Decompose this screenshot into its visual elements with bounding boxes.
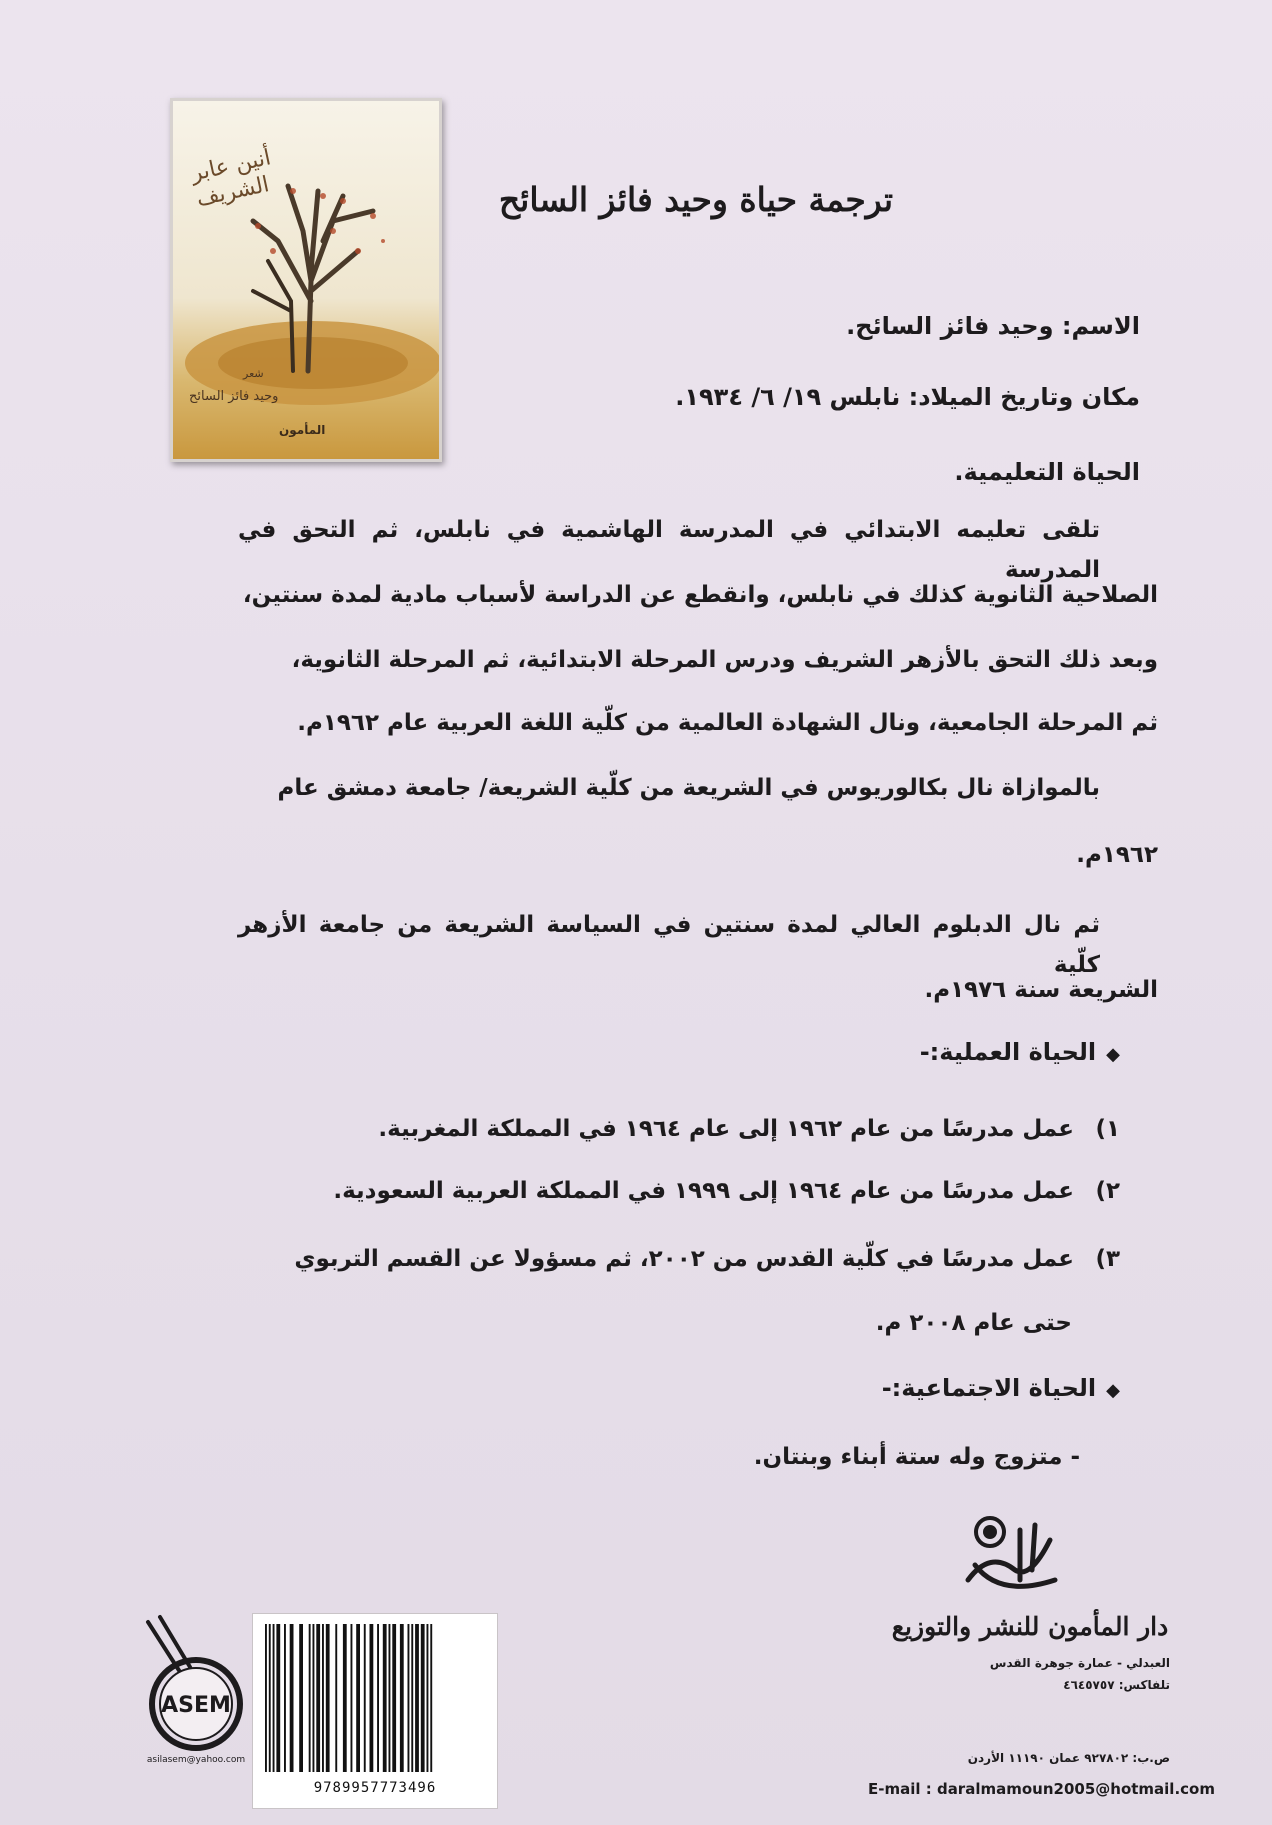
publisher-name: دار المأمون للنشر والتوزيع — [891, 1612, 1169, 1641]
svg-text:asilasem@yahoo.com: asilasem@yahoo.com — [146, 1755, 246, 1765]
edu-p1-line-2: الصلاحية الثانوية كذلك في نابلس، وانقطع عن الدراسة لأسباب مادية لمدة سنتين، — [242, 582, 1158, 608]
social-heading-text: الحياة الاجتماعية:- — [881, 1374, 1097, 1402]
edu-p2-line-2: ١٩٦٢م. — [1076, 842, 1158, 868]
education-heading: الحياة التعليمية. — [954, 458, 1140, 486]
diamond-bullet-icon: ◆ — [1106, 1380, 1120, 1401]
publisher-email: E-mail : daralmamoun2005@hotmail.com — [868, 1780, 1215, 1798]
edu-p3-line-2: الشريعة سنة ١٩٧٦م. — [924, 977, 1158, 1003]
work-item-1-number: ١) — [1095, 1116, 1120, 1142]
work-item-1 — [300, 1098, 1120, 1160]
work-item-2-number: ٢) — [1095, 1178, 1120, 1204]
svg-text:ASEM: ASEM — [161, 1693, 231, 1718]
name-line: الاسم: وحيد فائز السائح. — [846, 312, 1140, 340]
isbn-barcode — [252, 1613, 498, 1809]
work-item-3-text: عمل مدرسًا في كلّية القدس من ٢٠٠٢، ثم مسؤولا عن القسم التربوي — [294, 1246, 1074, 1272]
diamond-bullet-icon: ◆ — [1106, 1044, 1120, 1065]
page-title: ترجمة حياة وحيد فائز السائح — [498, 180, 894, 219]
publisher-logo-icon — [960, 1510, 1070, 1600]
publisher-pobox: ص.ب: ٩٢٧٨٠٢ عمان ١١١٩٠ الأردن — [967, 1751, 1170, 1765]
edu-p1-line-3: وبعد ذلك التحق بالأزهر الشريف ودرس المرحلة الابتدائية، ثم المرحلة الثانوية، — [291, 647, 1158, 673]
publisher-phone: تلفاكس: ٤٦٤٥٧٥٧ — [1063, 1678, 1170, 1692]
edu-p2-line-1: بالموازاة نال بكالوريوس في الشريعة من كلّية الشريعة/ جامعة دمشق عام — [277, 775, 1100, 801]
cover-title: أنين عابر الشريف — [188, 145, 274, 212]
cover-author: وحيد فائز السائح — [189, 389, 279, 404]
work-heading — [620, 1038, 1120, 1066]
cover-publisher-logo: المأمون — [279, 423, 326, 437]
isbn-number: 9789957773496 — [313, 1780, 437, 1796]
work-item-2-text: عمل مدرسًا من عام ١٩٦٤ إلى ١٩٩٩ في المملكة العربية السعودية. — [333, 1178, 1074, 1204]
social-item: - متزوج وله ستة أبناء وبنتان. — [753, 1444, 1080, 1470]
work-item-3-number: ٣) — [1095, 1246, 1120, 1272]
work-item-1-text: عمل مدرسًا من عام ١٩٦٢ إلى عام ١٩٦٤ في المملكة المغربية. — [378, 1116, 1074, 1142]
social-heading — [620, 1374, 1120, 1402]
asem-seal-logo — [140, 1612, 252, 1772]
book-cover-thumbnail — [170, 98, 442, 462]
work-item-3 — [240, 1228, 1120, 1290]
edu-p3-line-1: ثم نال الدبلوم العالي لمدة سنتين في السياسة الشريعة من جامعة الأزهر كلّية — [238, 912, 1100, 978]
publisher-address: العبدلي - عمارة جوهرة القدس — [989, 1656, 1170, 1670]
edu-p1-line-1: تلقى تعليمه الابتدائي في المدرسة الهاشمية في نابلس، ثم التحق في المدرسة — [238, 517, 1100, 583]
work-item-2 — [300, 1160, 1120, 1222]
work-heading-text: الحياة العملية:- — [919, 1038, 1097, 1066]
edu-p1-line-4: ثم المرحلة الجامعية، ونال الشهادة العالمية من كلّية اللغة العربية عام ١٩٦٢م. — [297, 710, 1158, 736]
cover-genre: شعر — [243, 367, 264, 380]
birth-line: مكان وتاريخ الميلاد: نابلس ١٩/ ٦/ ١٩٣٤. — [675, 383, 1140, 411]
work-item-3-continued: حتى عام ٢٠٠٨ م. — [875, 1310, 1072, 1336]
barcode-bars — [261, 1624, 489, 1774]
